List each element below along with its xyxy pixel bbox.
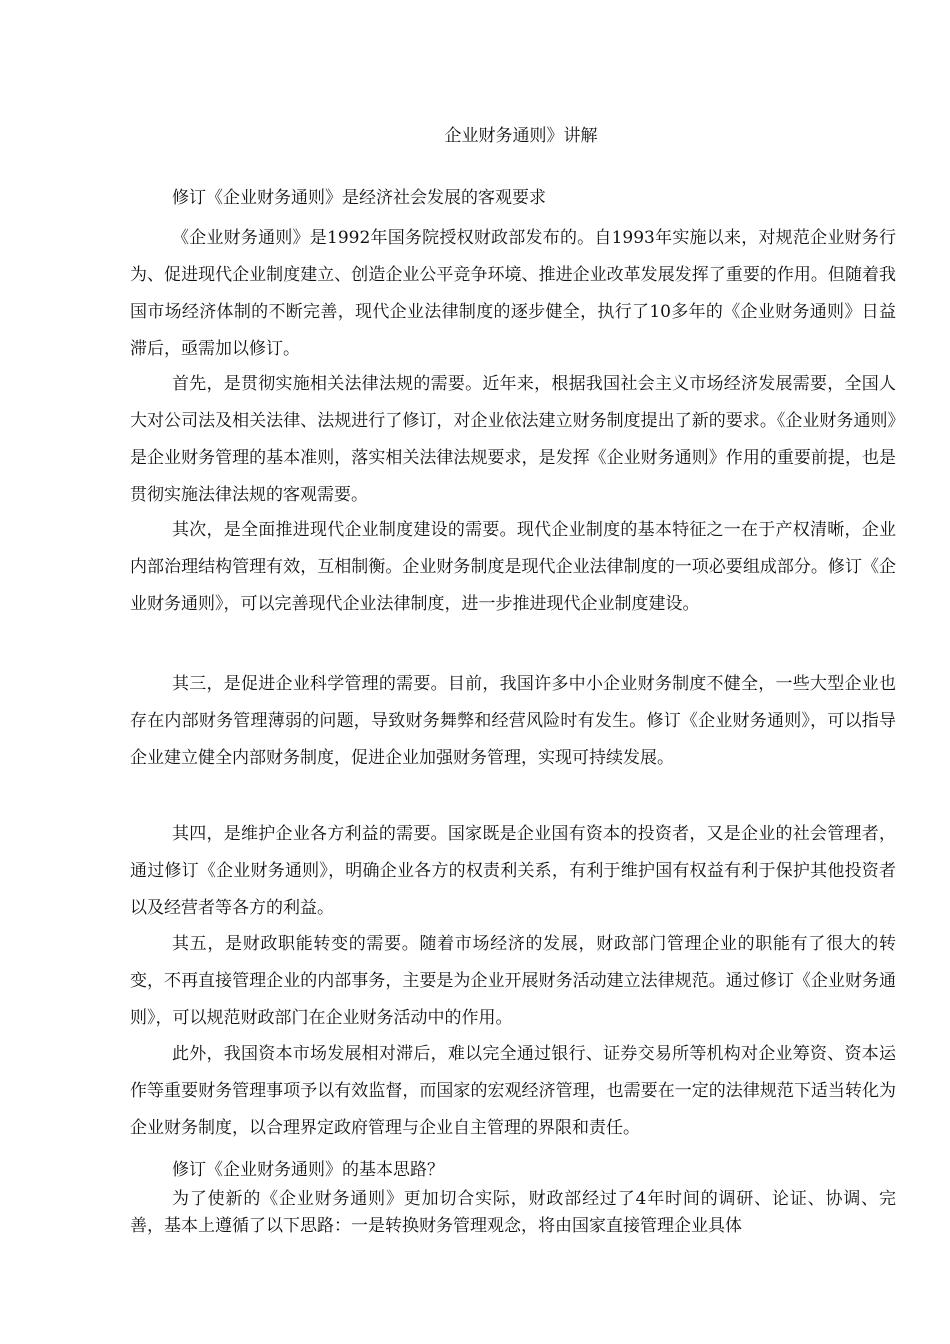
section-heading-2: 修订《企业财务通则》的基本思路？ — [172, 1160, 444, 1180]
paragraph-5: 其四，是维护企业各方利益的需要。国家既是企业国有资本的投资者，又是企业的社会管理者，通过修订《企业财务通则》，明确企业各方的权责利关系，有利于维护国有权益有利于保护其他投资者以及经营者等各方的利益。 — [130, 824, 896, 918]
document-title: 企业财务通则》讲解 — [444, 126, 598, 146]
paragraph-6: 其五，是财政职能转变的需要。随着市场经济的发展，财政部门管理企业的职能有了很大的转变，不再直接管理企业的内部事务，主要是为企业开展财务活动建立法律规范。通过修订《企业财务通则》，可以规范财政部门在企业财务活动中的作用。 — [130, 934, 896, 1028]
section-heading-1: 修订《企业财务通则》是经济社会发展的客观要求 — [172, 188, 546, 208]
paragraph-1: 《企业财务通则》是1992年国务院授权财政部发布的。自1993年实施以来，对规范企业财务行为、促进现代企业制度建立、创造企业公平竞争环境、推进企业改革发展发挥了重要的作用。但随着我国市场经济体制的不断完善，现代企业法律制度的逐步健全，执行了10多年的《企业财务通则》日益滞后，亟需加以修订。 — [130, 228, 896, 359]
paragraph-7: 此外，我国资本市场发展相对滞后，难以完全通过银行、证券交易所等机构对企业筹资、资本运作等重要财务管理事项予以有效监督，而国家的宏观经济管理，也需要在一定的法律规范下适当转化为企业财务制度，以合理界定政府管理与企业自主管理的界限和责任。 — [130, 1044, 896, 1138]
paragraph-2: 首先，是贯彻实施相关法律法规的需要。近年来，根据我国社会主义市场经济发展需要，全国人大对公司法及相关法律、法规进行了修订，对企业依法建立财务制度提出了新的要求。《企业财务通则》是企业财务管理的基本准则，落实相关法律法规要求，是发挥《企业财务通则》作用的重要前提，也是贯彻实施法律法规的客观需要。 — [130, 374, 896, 505]
paragraph-4: 其三，是促进企业科学管理的需要。目前，我国许多中小企业财务制度不健全，一些大型企业也存在内部财务管理薄弱的问题，导致财务舞弊和经营风险时有发生。修订《企业财务通则》，可以指导企业建立健全内部财务制度，促进企业加强财务管理，实现可持续发展。 — [130, 674, 896, 768]
paragraph-3: 其次，是全面推进现代企业制度建设的需要。现代企业制度的基本特征之一在于产权清晰，企业内部治理结构管理有效，互相制衡。企业财务制度是现代企业法律制度的一项必要组成部分。修订《企业财务通则》，可以完善现代企业法律制度，进一步推进现代企业制度建设。 — [130, 520, 896, 614]
paragraph-8: 为了使新的《企业财务通则》更加切合实际，财政部经过了4年时间的调研、论证、协调、完善，基本上遵循了以下思路：一是转换财务管理观念，将由国家直接管理企业具体 — [130, 1189, 896, 1236]
